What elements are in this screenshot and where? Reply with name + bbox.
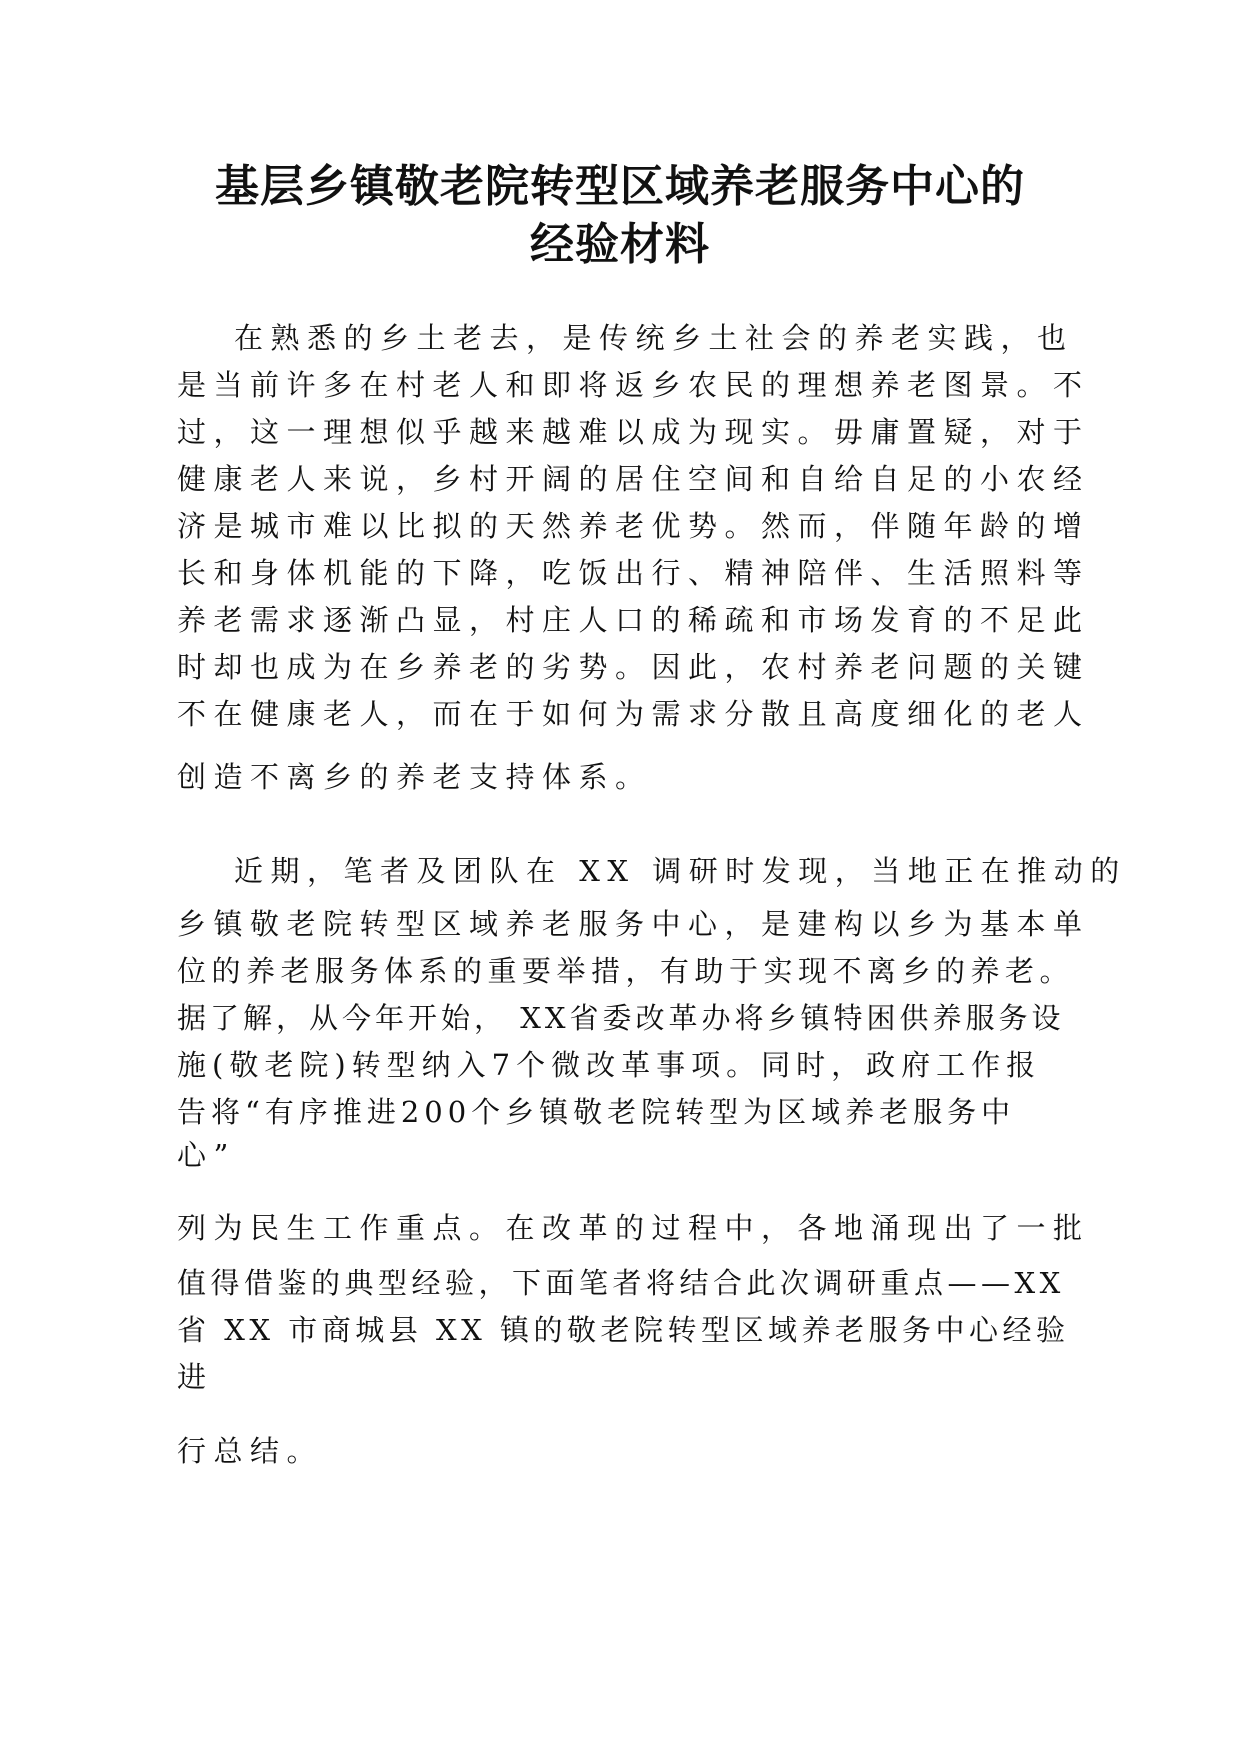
paragraph-line: 乡镇敬老院转型区域养老服务中心，是建构以乡为基本单 xyxy=(177,907,1090,941)
title-line-1: 基层乡镇敬老院转型区域养老服务中心的 xyxy=(215,161,1025,212)
paragraph-line: 行总结。 xyxy=(177,1434,324,1468)
paragraph-line: 值得借鉴的典型经验，下面笔者将结合此次调研重点——XX xyxy=(177,1266,1065,1300)
paragraph-line: 心” xyxy=(177,1138,236,1172)
document-title xyxy=(150,158,1090,274)
paragraph-line: 进 xyxy=(177,1360,214,1394)
paragraph-line: 创造不离乡的养老支持体系。 xyxy=(177,760,652,794)
paragraph-line: 据了解，从今年开始， XX省委改革办将乡镇特困供养服务设 xyxy=(177,1001,1065,1035)
title-line-2: 经验材料 xyxy=(530,219,710,270)
paragraph-line: 列为民生工作重点。在改革的过程中，各地涌现出了一批 xyxy=(177,1211,1090,1245)
paragraph-line: 过，这一理想似乎越来越难以成为现实。毋庸置疑，对于 xyxy=(177,415,1090,449)
paragraph-line: 济是城市难以比拟的天然养老优势。然而，伴随年龄的增 xyxy=(177,509,1090,543)
paragraph-line: 不在健康老人，而在于如何为需求分散且高度细化的老人 xyxy=(177,697,1090,731)
paragraph-line: 健康老人来说，乡村开阔的居住空间和自给自足的小农经 xyxy=(177,462,1090,496)
paragraph-line: 时却也成为在乡养老的劣势。因此，农村养老问题的关键 xyxy=(177,650,1090,684)
paragraph-line: 长和身体机能的下降，吃饭出行、精神陪伴、生活照料等 xyxy=(177,556,1090,590)
paragraph-line: 养老需求逐渐凸显，村庄人口的稀疏和市场发育的不足此 xyxy=(177,603,1090,637)
paragraph-line: 是当前许多在村老人和即将返乡农民的理想养老图景。不 xyxy=(177,368,1090,402)
paragraph-line: 位的养老服务体系的重要举措，有助于实现不离乡的养老。 xyxy=(177,954,1075,988)
paragraph-line: 在熟悉的乡土老去，是传统乡土社会的养老实践，也 xyxy=(234,321,1074,355)
paragraph-line: 近期，笔者及团队在 XX 调研时发现，当地正在推动的 xyxy=(234,854,1127,888)
paragraph-line: 省 XX 市商城县 XX 镇的敬老院转型区域养老服务中心经验 xyxy=(177,1313,1070,1347)
paragraph-line: 施(敬老院)转型纳入7个微改革事项。同时，政府工作报 xyxy=(177,1048,1042,1082)
paragraph-line: 告将“有序推进200个乡镇敬老院转型为区域养老服务中 xyxy=(177,1095,1016,1129)
